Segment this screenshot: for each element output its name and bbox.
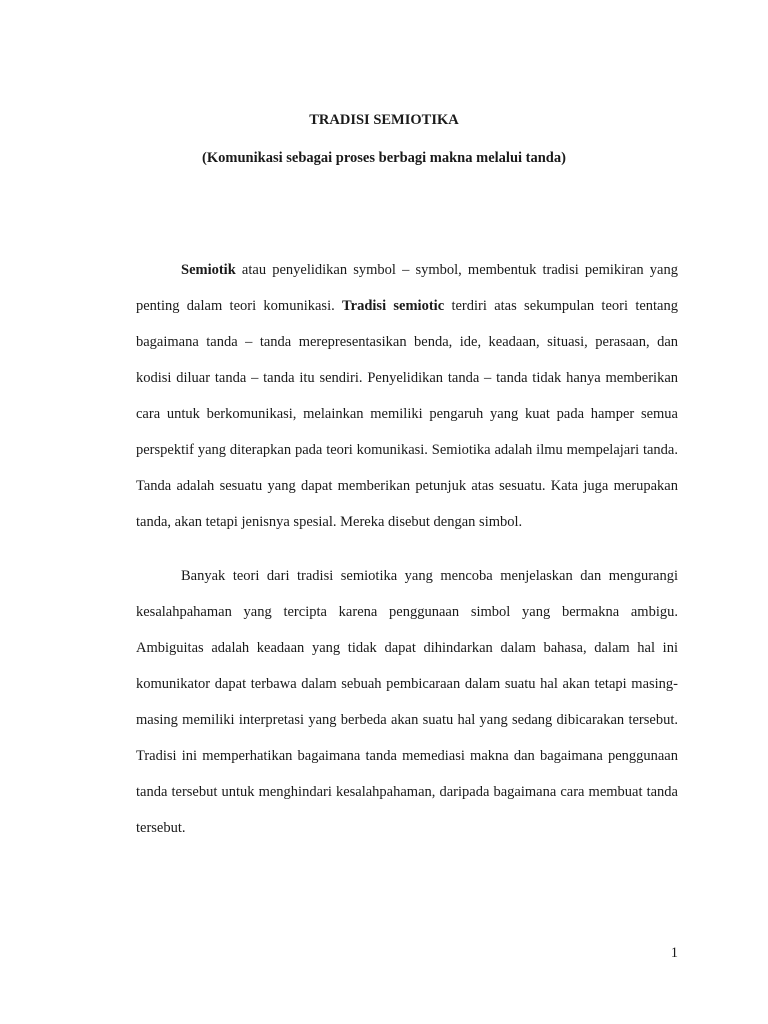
paragraph-1-text-b: terdiri atas sekumpulan teori tentang bagaimana tanda – tanda merepresentasikan benda, ide, keadaan, situasi, perasaan, dan kodisi diluar tanda – tanda itu sendiri. Penyelidikan tanda – tanda tidak hanya memberikan cara untuk berkomunikasi, melainkan memiliki pengaruh yang kuat pada hamper semua perspektif yang diterapkan pada teori komunikasi. Semiotika adalah ilmu mempelajari tanda. Tanda adalah sesuatu yang dapat memberikan petunjuk atas sesuatu. Kata juga merupakan tanda, akan tetapi jenisnya spesial. Mereka disebut dengan simbol. xyxy=(136,298,678,530)
document-subtitle: (Komunikasi sebagai proses berbagi makna melalui tanda) xyxy=(202,150,566,166)
document-body xyxy=(136,252,678,846)
term-tradisi-semiotic: Tradisi semiotic xyxy=(342,298,445,314)
page-number: 1 xyxy=(670,945,678,961)
term-semiotik: Semiotik xyxy=(181,262,236,278)
document-title: TRADISI SEMIOTIKA xyxy=(309,112,459,128)
paragraph-2: Banyak teori dari tradisi semiotika yang mencoba menjelaskan dan mengurangi kesalahpahaman yang tercipta karena penggunaan simbol yang bermakna ambigu. Ambiguitas adalah keadaan yang tidak dapat dihindarkan dalam bahasa, dalam hal ini komunikator dapat terbawa dalam sebuah pembicaraan dalam suatu hal akan tetapi masing-masing memiliki interpretasi yang berbeda akan suatu hal yang sedang dibicarakan tersebut. Tradisi ini memperhatikan bagaimana tanda memediasi makna dan bagaimana penggunaan tanda tersebut untuk menghindari kesalahpahaman, daripada bagaimana cara membuat tanda tersebut. xyxy=(136,568,678,836)
paragraph-1 xyxy=(136,252,678,540)
paragraph-1-text-a: atau penyelidikan symbol – symbol, membentuk tradisi pemikiran yang penting dalam teori komunikasi. xyxy=(136,262,678,314)
